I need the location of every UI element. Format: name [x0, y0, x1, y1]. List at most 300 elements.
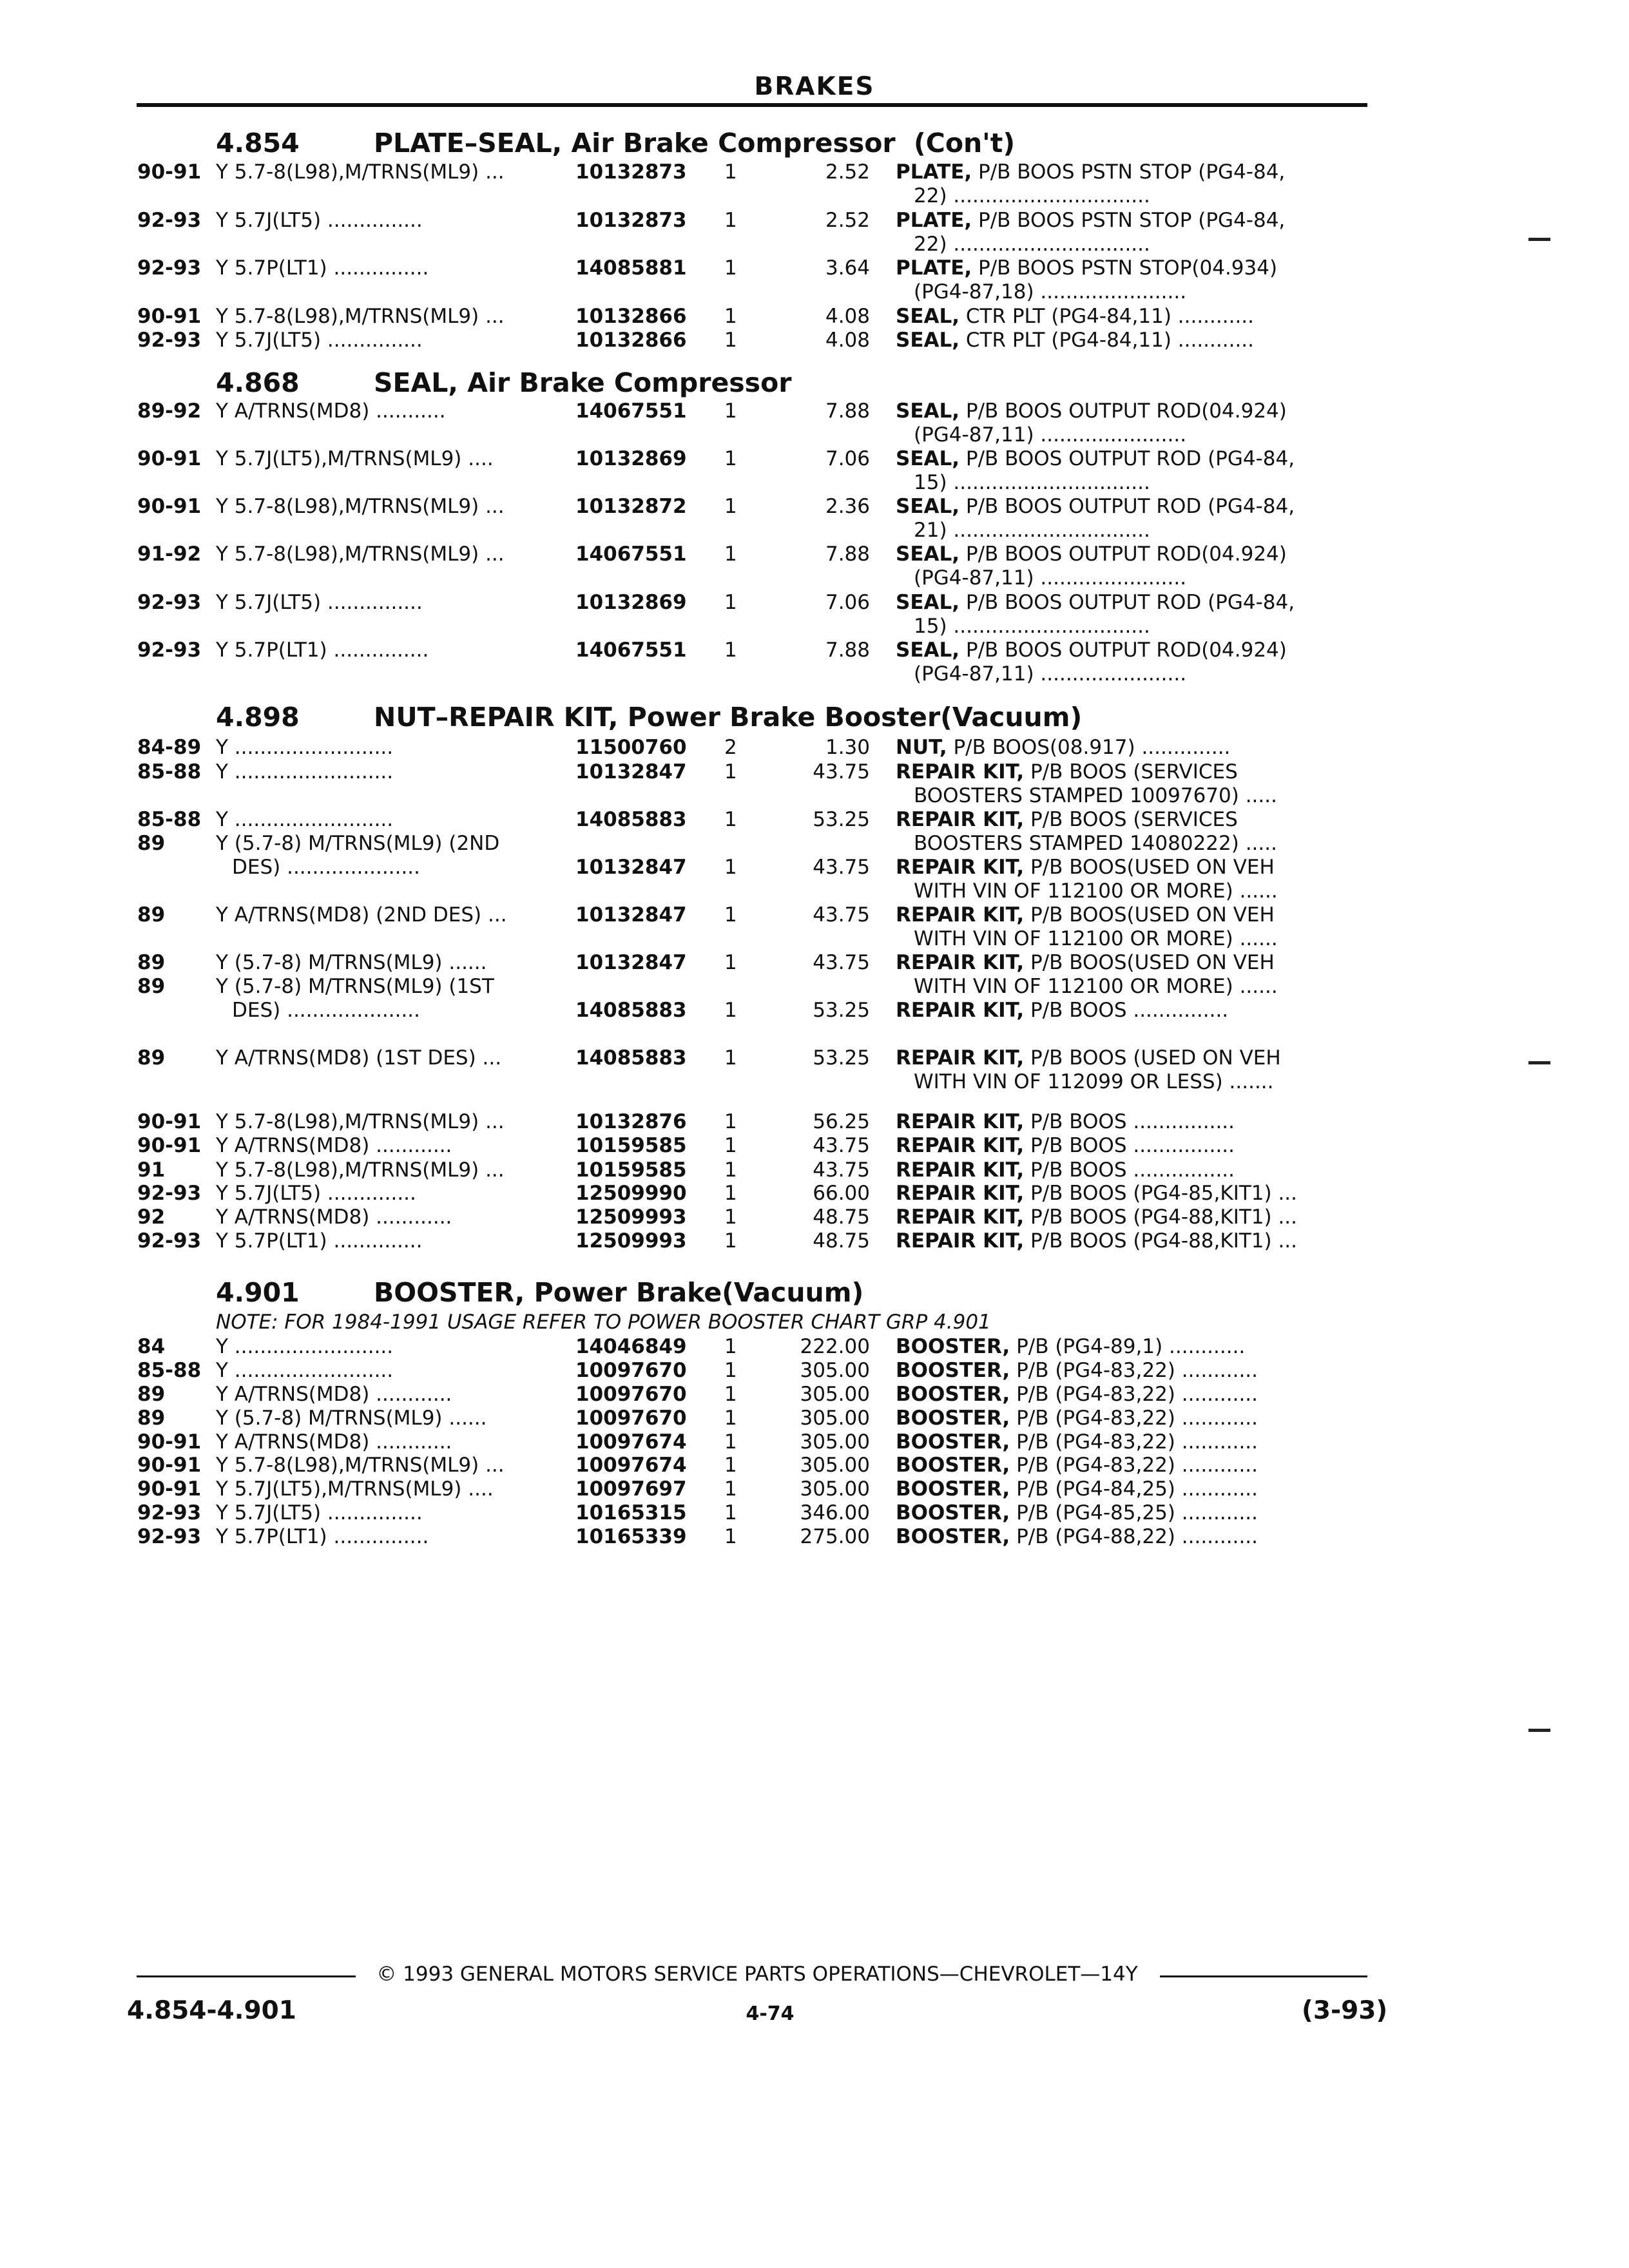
part-number: 10132869	[575, 591, 687, 614]
model-years: 89-92	[137, 399, 202, 423]
vehicle-application: Y (5.7-8) M/TRNS(ML9) (1ST	[216, 975, 494, 998]
footer-section-range: 4.854-4.901	[127, 1996, 296, 2025]
part-number: 10097674	[575, 1430, 687, 1454]
part-number: 10097670	[575, 1359, 687, 1382]
description-text: P/B BOOS PSTN STOP (PG4-84,	[978, 160, 1286, 184]
parts-row	[0, 305, 1629, 329]
part-description	[896, 305, 1366, 329]
quantity: 1	[724, 1501, 737, 1524]
description-text: P/B BOOS OUTPUT ROD (PG4-84,	[965, 591, 1295, 614]
footer-page-number: 4-74	[746, 2003, 795, 2025]
price: 4.08	[825, 329, 870, 352]
vehicle-application-cont: DES) .....................	[232, 999, 421, 1022]
description-text: P/B BOOS OUTPUT ROD (PG4-84,	[965, 447, 1295, 470]
vehicle-application: Y A/TRNS(MD8) ............	[216, 1206, 452, 1229]
model-years: 89	[137, 832, 166, 855]
quantity: 1	[724, 591, 737, 614]
description-head: SEAL,	[896, 591, 960, 614]
vehicle-application: Y 5.7J(LT5) ..............	[216, 1182, 416, 1205]
price: 53.25	[813, 1046, 870, 1070]
price: 7.88	[825, 399, 870, 423]
part-description	[896, 1229, 1366, 1253]
description-text: P/B (PG4-88,22) ............	[1016, 1525, 1258, 1548]
part-description	[896, 639, 1366, 662]
part-description	[896, 951, 1366, 975]
price: 7.88	[825, 543, 870, 566]
description-text: P/B BOOS (PG4-88,KIT1) ...	[1030, 1229, 1298, 1253]
price: 43.75	[813, 760, 870, 783]
model-years: 85-88	[137, 808, 202, 831]
quantity: 1	[724, 305, 737, 328]
price: 1.30	[825, 736, 870, 759]
model-years: 91-92	[137, 543, 202, 566]
parts-row	[0, 1525, 1629, 1549]
model-years: 92	[137, 1206, 166, 1229]
model-years: 90-91	[137, 1430, 202, 1454]
price: 43.75	[813, 1134, 870, 1157]
part-number: 14085883	[575, 999, 687, 1022]
description-head: REPAIR KIT,	[896, 1046, 1025, 1070]
part-description	[896, 1134, 1366, 1158]
part-number: 10097670	[575, 1383, 687, 1406]
vehicle-application: Y .........................	[216, 808, 394, 831]
description-head: REPAIR KIT,	[896, 999, 1025, 1022]
description-text: P/B BOOS ...............	[1030, 999, 1229, 1022]
part-description	[896, 903, 1366, 927]
quantity: 1	[724, 639, 737, 662]
description-head: BOOSTER,	[896, 1525, 1010, 1548]
description-continued: WITH VIN OF 112100 OR MORE) ......	[914, 879, 1278, 903]
model-years: 90-91	[137, 305, 202, 328]
part-number: 11500760	[575, 736, 687, 759]
description-continued: WITH VIN OF 112100 OR MORE) ......	[914, 975, 1278, 998]
model-years: 90-91	[137, 1454, 202, 1477]
model-years: 90-91	[137, 447, 202, 470]
description-head: REPAIR KIT,	[896, 1206, 1025, 1229]
vehicle-application: Y 5.7-8(L98),M/TRNS(ML9) ...	[216, 305, 505, 328]
vehicle-application: Y A/TRNS(MD8) ............	[216, 1383, 452, 1406]
description-head: BOOSTER,	[896, 1359, 1010, 1382]
quantity: 1	[724, 209, 737, 232]
margin-mark	[1528, 1729, 1550, 1732]
description-head: BOOSTER,	[896, 1335, 1010, 1358]
footer-rule-right	[1160, 1975, 1367, 1977]
part-description	[896, 329, 1366, 352]
vehicle-application: Y 5.7P(LT1) ...............	[216, 1525, 429, 1548]
price: 346.00	[800, 1501, 870, 1524]
vehicle-application: Y 5.7P(LT1) ...............	[216, 256, 429, 280]
description-continued: 15) ...............................	[914, 471, 1150, 494]
price: 7.06	[825, 591, 870, 614]
part-description	[896, 760, 1366, 784]
model-years: 90-91	[137, 1477, 202, 1501]
vehicle-application: Y .........................	[216, 1359, 394, 1382]
description-text: P/B (PG4-89,1) ............	[1016, 1335, 1246, 1358]
quantity: 1	[724, 1229, 737, 1253]
section-heading	[0, 366, 1629, 399]
description-head: BOOSTER,	[896, 1383, 1010, 1406]
description-head: BOOSTER,	[896, 1430, 1010, 1454]
part-description	[896, 209, 1366, 233]
quantity: 1	[724, 1046, 737, 1070]
parts-row	[0, 1110, 1629, 1134]
part-description	[896, 1046, 1366, 1070]
part-description	[896, 256, 1366, 280]
quantity: 1	[724, 1134, 737, 1157]
description-text: P/B (PG4-83,22) ............	[1016, 1407, 1258, 1430]
vehicle-application: Y A/TRNS(MD8) ............	[216, 1430, 452, 1454]
part-number: 10097697	[575, 1477, 687, 1501]
parts-row	[0, 1430, 1629, 1454]
model-years: 90-91	[137, 495, 202, 518]
description-head: BOOSTER,	[896, 1501, 1010, 1524]
vehicle-application: Y 5.7-8(L98),M/TRNS(ML9) ...	[216, 1454, 505, 1477]
description-continued: 21) ...............................	[914, 519, 1150, 542]
part-description	[896, 808, 1366, 832]
price: 48.75	[813, 1229, 870, 1253]
price: 56.25	[813, 1110, 870, 1133]
vehicle-application: Y 5.7-8(L98),M/TRNS(ML9) ...	[216, 1158, 505, 1182]
quantity: 2	[724, 736, 737, 759]
part-description	[896, 1206, 1366, 1229]
parts-row	[0, 1158, 1629, 1182]
price: 305.00	[800, 1454, 870, 1477]
description-head: SEAL,	[896, 305, 960, 328]
part-number: 10159585	[575, 1158, 687, 1182]
vehicle-application: Y 5.7J(LT5) ...............	[216, 591, 423, 614]
description-head: SEAL,	[896, 639, 960, 662]
part-number: 10132847	[575, 856, 687, 879]
description-head: REPAIR KIT,	[896, 856, 1025, 879]
parts-row	[0, 1206, 1629, 1229]
description-head: REPAIR KIT,	[896, 1134, 1025, 1157]
description-text: P/B BOOS OUTPUT ROD(04.924)	[965, 399, 1287, 423]
description-head: BOOSTER,	[896, 1407, 1010, 1430]
quantity: 1	[724, 1454, 737, 1477]
part-number: 12509993	[575, 1206, 687, 1229]
section-number: 4.898	[216, 702, 300, 733]
description-text: P/B BOOS (USED ON VEH	[1030, 1046, 1281, 1070]
price: 222.00	[800, 1335, 870, 1358]
model-years: 90-91	[137, 160, 202, 184]
price: 4.08	[825, 305, 870, 328]
part-number: 10159585	[575, 1134, 687, 1157]
part-description	[896, 736, 1366, 760]
margin-mark	[1528, 1061, 1550, 1064]
quantity: 1	[724, 1110, 737, 1133]
parts-row	[0, 1134, 1629, 1158]
price: 48.75	[813, 1206, 870, 1229]
parts-row	[0, 903, 1629, 951]
parts-row	[0, 329, 1629, 352]
vehicle-application: Y (5.7-8) M/TRNS(ML9) (2ND	[216, 832, 500, 855]
parts-row	[0, 209, 1629, 256]
model-years: 85-88	[137, 760, 202, 783]
description-text: CTR PLT (PG4-84,11) ............	[965, 305, 1255, 328]
part-number: 10165315	[575, 1501, 687, 1524]
section-name: PLATE–SEAL, Air Brake Compressor	[374, 128, 896, 159]
parts-row	[0, 447, 1629, 495]
price: 2.52	[825, 209, 870, 232]
description-text: P/B (PG4-84,25) ............	[1016, 1477, 1258, 1501]
quantity: 1	[724, 808, 737, 831]
description-text: P/B BOOS OUTPUT ROD (PG4-84,	[965, 495, 1295, 518]
footer-date: (3-93)	[1302, 1996, 1388, 2025]
price: 7.06	[825, 447, 870, 470]
description-continued: (PG4-87,18) .......................	[914, 280, 1187, 303]
description-text: P/B (PG4-83,22) ............	[1016, 1359, 1258, 1382]
model-years: 92-93	[137, 1182, 202, 1205]
parts-row	[0, 399, 1629, 447]
model-years: 92-93	[137, 591, 202, 614]
parts-row	[0, 832, 1629, 903]
description-head: SEAL,	[896, 329, 960, 352]
description-head: SEAL,	[896, 543, 960, 566]
part-description	[896, 447, 1366, 471]
price: 305.00	[800, 1407, 870, 1430]
quantity: 1	[724, 256, 737, 280]
quantity: 1	[724, 903, 737, 927]
description-head: SEAL,	[896, 447, 960, 470]
description-head: REPAIR KIT,	[896, 903, 1025, 927]
model-years: 84-89	[137, 736, 202, 759]
vehicle-application: Y .........................	[216, 736, 394, 759]
model-years: 92-93	[137, 1501, 202, 1524]
vehicle-application: Y 5.7P(LT1) ...............	[216, 639, 429, 662]
part-description	[896, 1158, 1366, 1182]
description-text: P/B BOOS ................	[1030, 1158, 1235, 1182]
description-head: REPAIR KIT,	[896, 1182, 1025, 1205]
part-description	[896, 1454, 1366, 1477]
parts-row	[0, 591, 1629, 639]
description-head: PLATE,	[896, 256, 972, 280]
part-number: 10132869	[575, 447, 687, 470]
description-text: P/B BOOS(USED ON VEH	[1030, 903, 1275, 927]
vehicle-application: Y 5.7-8(L98),M/TRNS(ML9) ...	[216, 160, 505, 184]
section-name: BOOSTER, Power Brake(Vacuum)	[374, 1277, 864, 1308]
description-head: REPAIR KIT,	[896, 1158, 1025, 1182]
part-description	[896, 856, 1366, 879]
vehicle-application: Y A/TRNS(MD8) (1ST DES) ...	[216, 1046, 502, 1070]
model-years: 91	[137, 1158, 166, 1182]
description-text: CTR PLT (PG4-84,11) ............	[965, 329, 1255, 352]
quantity: 1	[724, 160, 737, 184]
part-description	[896, 160, 1366, 184]
part-number: 10097674	[575, 1454, 687, 1477]
description-head: BOOSTER,	[896, 1477, 1010, 1501]
footer-copyright: © 1993 GENERAL MOTORS SERVICE PARTS OPERATIONS—CHEVROLET—14Y	[376, 1963, 1138, 1986]
part-description	[896, 1182, 1366, 1206]
vehicle-application-cont: DES) .....................	[232, 856, 421, 879]
price: 2.36	[825, 495, 870, 518]
description-continued: (PG4-87,11) .......................	[914, 662, 1187, 686]
parts-row	[0, 1359, 1629, 1383]
description-text: P/B BOOS PSTN STOP(04.934)	[978, 256, 1278, 280]
margin-mark	[1528, 238, 1550, 241]
part-description	[896, 1477, 1366, 1501]
parts-row	[0, 1501, 1629, 1525]
vehicle-application: Y A/TRNS(MD8) (2ND DES) ...	[216, 903, 507, 927]
part-number: 10132873	[575, 160, 687, 184]
quantity: 1	[724, 999, 737, 1022]
description-continued: 15) ...............................	[914, 615, 1150, 638]
part-number: 14085883	[575, 808, 687, 831]
part-description	[896, 1525, 1366, 1549]
description-text: P/B BOOS ................	[1030, 1110, 1235, 1133]
parts-row	[0, 495, 1629, 543]
model-years: 89	[137, 951, 166, 974]
parts-row	[0, 760, 1629, 808]
part-description	[896, 1383, 1366, 1407]
parts-row	[0, 639, 1629, 686]
quantity: 1	[724, 399, 737, 423]
parts-row	[0, 975, 1629, 1023]
header-rule	[137, 103, 1367, 107]
vehicle-application: Y 5.7-8(L98),M/TRNS(ML9) ...	[216, 543, 505, 566]
part-number: 10132866	[575, 305, 687, 328]
description-text: P/B BOOS (PG4-88,KIT1) ...	[1030, 1206, 1298, 1229]
quantity: 1	[724, 856, 737, 879]
part-number: 10132847	[575, 760, 687, 783]
description-text: P/B BOOS OUTPUT ROD(04.924)	[965, 639, 1287, 662]
parts-row	[0, 1383, 1629, 1407]
part-description	[896, 999, 1366, 1023]
quantity: 1	[724, 1182, 737, 1205]
vehicle-application: Y (5.7-8) M/TRNS(ML9) ......	[216, 1407, 487, 1430]
description-continued: BOOSTERS STAMPED 10097670) .....	[914, 784, 1277, 807]
section-name: NUT–REPAIR KIT, Power Brake Booster(Vacuum)	[374, 702, 1083, 733]
description-text: P/B BOOS (PG4-85,KIT1) ...	[1030, 1182, 1298, 1205]
model-years: 92-93	[137, 329, 202, 352]
description-text: P/B BOOS OUTPUT ROD(04.924)	[965, 543, 1287, 566]
description-head: SEAL,	[896, 399, 960, 423]
description-continued: (PG4-87,11) .......................	[914, 566, 1187, 590]
parts-row	[0, 256, 1629, 304]
description-text: P/B BOOS (SERVICES	[1030, 760, 1238, 783]
part-number: 14067551	[575, 543, 687, 566]
description-continued: BOOSTERS STAMPED 14080222) .....	[914, 832, 1277, 855]
description-head: REPAIR KIT,	[896, 951, 1025, 974]
section-heading	[0, 126, 1629, 160]
part-description	[896, 1335, 1366, 1359]
part-description	[896, 543, 1366, 566]
quantity: 1	[724, 1335, 737, 1358]
part-number: 10165339	[575, 1525, 687, 1548]
part-number: 14085881	[575, 256, 687, 280]
parts-row	[0, 1229, 1629, 1253]
model-years: 92-93	[137, 1229, 202, 1253]
price: 275.00	[800, 1525, 870, 1548]
section-heading	[0, 700, 1629, 734]
price: 3.64	[825, 256, 870, 280]
vehicle-application: Y A/TRNS(MD8) ............	[216, 1134, 452, 1157]
model-years: 92-93	[137, 209, 202, 232]
quantity: 1	[724, 1477, 737, 1501]
parts-row	[0, 1182, 1629, 1206]
price: 7.88	[825, 639, 870, 662]
description-text: P/B (PG4-83,22) ............	[1016, 1383, 1258, 1406]
price: 53.25	[813, 808, 870, 831]
description-continued: (PG4-87,11) .......................	[914, 423, 1187, 447]
description-text: P/B BOOS PSTN STOP (PG4-84,	[978, 209, 1286, 232]
price: 305.00	[800, 1383, 870, 1406]
description-text: P/B BOOS(08.917) ..............	[953, 736, 1231, 759]
parts-row	[0, 160, 1629, 208]
model-years: 89	[137, 1383, 166, 1406]
parts-row	[0, 1454, 1629, 1477]
vehicle-application: Y 5.7J(LT5),M/TRNS(ML9) ....	[216, 1477, 494, 1501]
model-years: 89	[137, 1046, 166, 1070]
part-description	[896, 591, 1366, 615]
model-years: 89	[137, 975, 166, 998]
quantity: 1	[724, 329, 737, 352]
section-number: 4.901	[216, 1277, 300, 1308]
part-description	[896, 1110, 1366, 1134]
part-number: 10132872	[575, 495, 687, 518]
quantity: 1	[724, 760, 737, 783]
vehicle-application: Y .........................	[216, 1335, 394, 1358]
part-number: 14046849	[575, 1335, 687, 1358]
description-text: P/B BOOS(USED ON VEH	[1030, 951, 1275, 974]
description-head: PLATE,	[896, 209, 972, 232]
vehicle-application: Y 5.7J(LT5) ...............	[216, 209, 423, 232]
model-years: 92-93	[137, 256, 202, 280]
quantity: 1	[724, 951, 737, 974]
description-text: P/B (PG4-83,22) ............	[1016, 1454, 1258, 1477]
description-continued: 22) ...............................	[914, 233, 1150, 256]
description-continued: WITH VIN OF 112100 OR MORE) ......	[914, 927, 1278, 950]
description-text: P/B BOOS ................	[1030, 1134, 1235, 1157]
description-continued: 22) ...............................	[914, 184, 1150, 207]
part-number: 10132876	[575, 1110, 687, 1133]
description-head: NUT,	[896, 736, 947, 759]
description-head: REPAIR KIT,	[896, 1229, 1025, 1253]
model-years: 92-93	[137, 639, 202, 662]
vehicle-application: Y 5.7J(LT5),M/TRNS(ML9) ....	[216, 447, 494, 470]
section-name: SEAL, Air Brake Compressor	[374, 367, 792, 398]
section-continued: (Con't)	[914, 128, 1016, 159]
part-description	[896, 1501, 1366, 1525]
part-description	[896, 1407, 1366, 1430]
parts-row	[0, 543, 1629, 590]
price: 305.00	[800, 1430, 870, 1454]
section-number: 4.854	[216, 128, 300, 159]
price: 2.52	[825, 160, 870, 184]
quantity: 1	[724, 1206, 737, 1229]
vehicle-application: Y A/TRNS(MD8) ...........	[216, 399, 446, 423]
description-text: P/B (PG4-83,22) ............	[1016, 1430, 1258, 1454]
model-years: 85-88	[137, 1359, 202, 1382]
description-text: P/B BOOS (SERVICES	[1030, 808, 1238, 831]
quantity: 1	[724, 1383, 737, 1406]
part-description	[896, 1359, 1366, 1383]
section-note: NOTE: FOR 1984-1991 USAGE REFER TO POWER BOOSTER CHART GRP 4.901	[216, 1311, 991, 1334]
description-head: SEAL,	[896, 495, 960, 518]
quantity: 1	[724, 1525, 737, 1548]
quantity: 1	[724, 1158, 737, 1182]
vehicle-application: Y .........................	[216, 760, 394, 783]
price: 43.75	[813, 903, 870, 927]
description-text: P/B BOOS(USED ON VEH	[1030, 856, 1275, 879]
price: 43.75	[813, 951, 870, 974]
parts-row	[0, 736, 1629, 760]
description-head: REPAIR KIT,	[896, 808, 1025, 831]
part-number: 14067551	[575, 399, 687, 423]
footer-rule-left	[137, 1975, 356, 1977]
description-head: PLATE,	[896, 160, 972, 184]
description-head: BOOSTER,	[896, 1454, 1010, 1477]
quantity: 1	[724, 495, 737, 518]
